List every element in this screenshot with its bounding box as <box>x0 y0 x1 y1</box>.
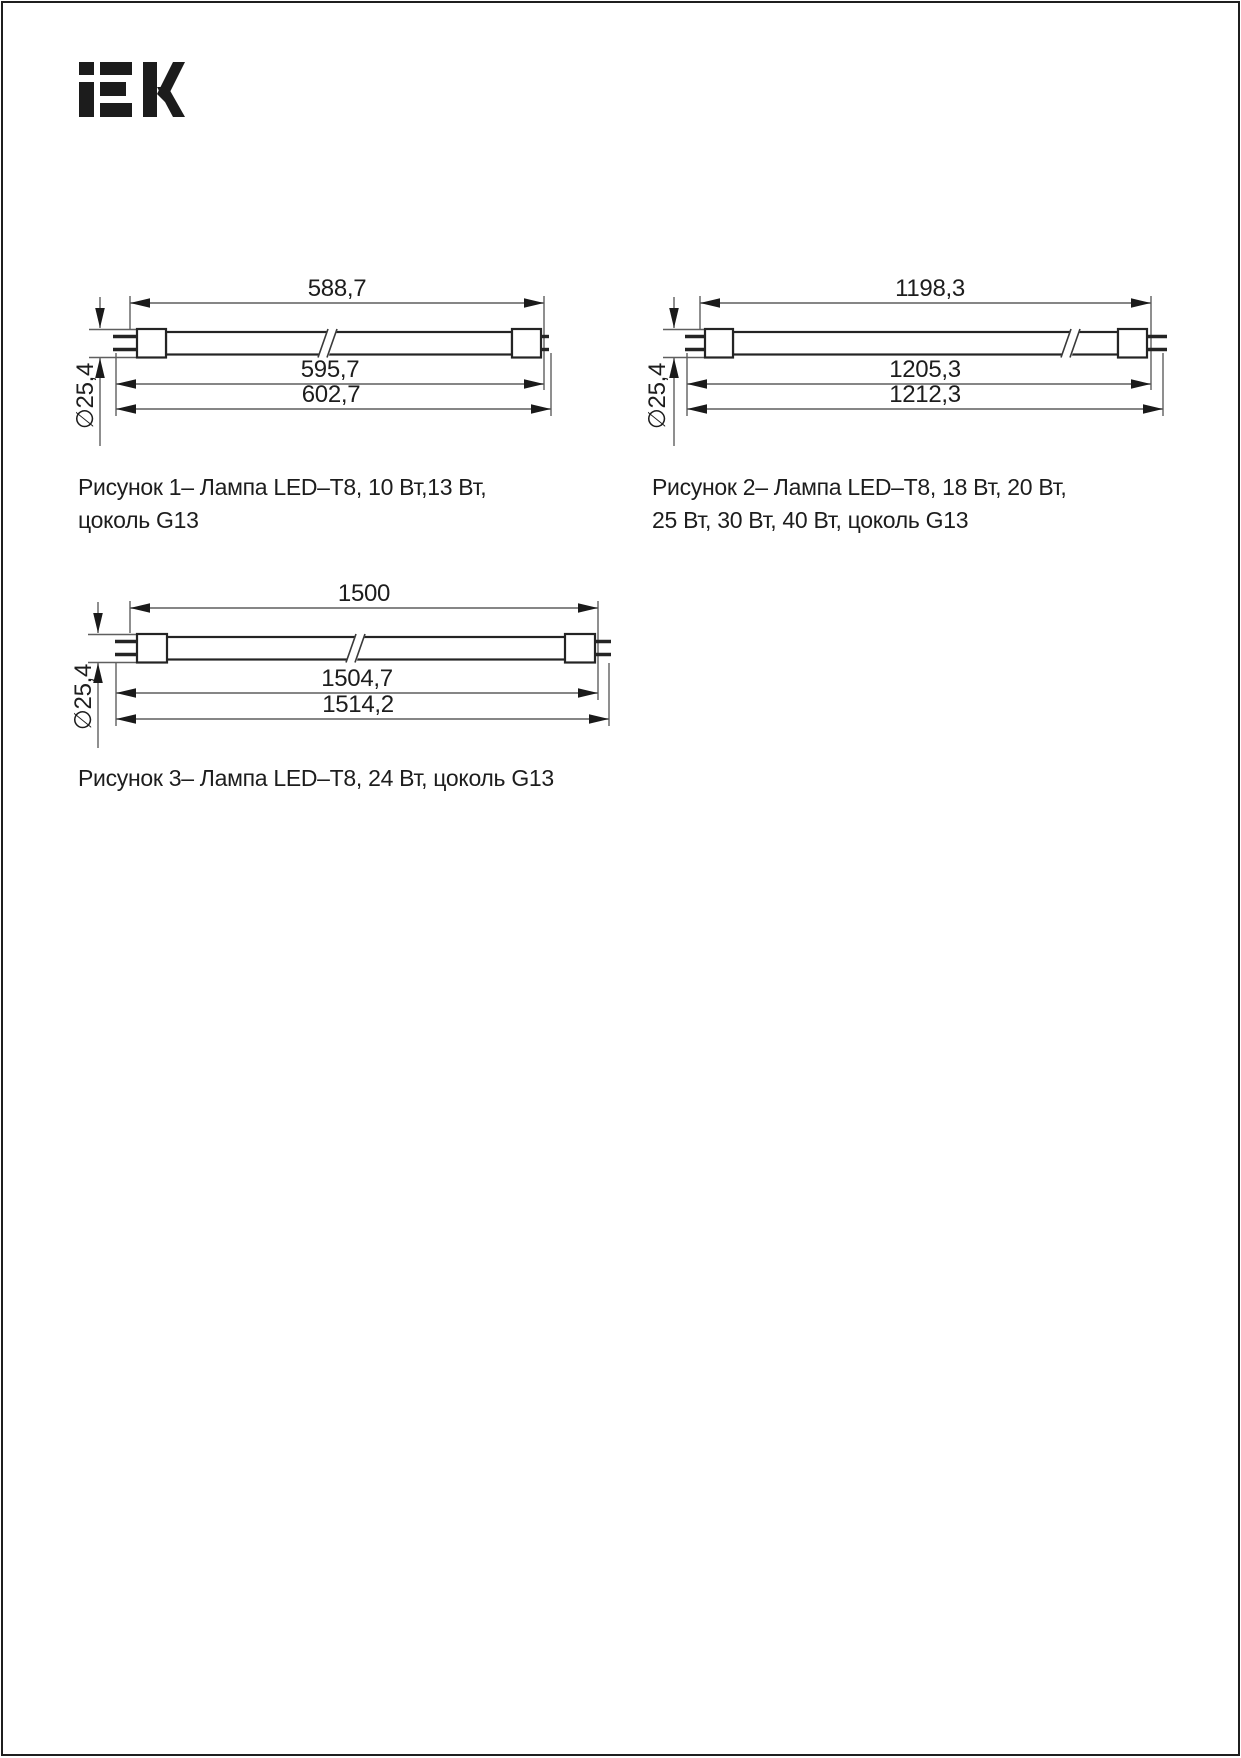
figure-2-dim-with-pins: 1205,3 <box>889 356 961 383</box>
figure-3-dim-with-pins: 1504,7 <box>321 665 393 692</box>
figure-3-caption-line1: Рисунок 3– Лампа LED–T8, 24 Вт, цоколь G13 <box>78 765 554 791</box>
figure-1-right-cap <box>512 329 541 358</box>
figure-3-tube <box>166 637 566 660</box>
figure-2-lamp <box>685 328 1167 359</box>
figure-1-drawing <box>72 275 551 446</box>
figure-1-dim-tube-length: 588,7 <box>307 275 367 302</box>
figure-2-drawing <box>644 275 1167 446</box>
figure-1-caption-line1: Рисунок 1– Лампа LED–T8, 10 Вт,13 Вт, <box>78 474 487 500</box>
figure-2-caption-line1: Рисунок 2– Лампа LED–T8, 18 Вт, 20 Вт, <box>652 474 1067 500</box>
figure-1-diameter-label: ∅25,4 <box>72 362 99 430</box>
figure-3-dim-tube-length: 1500 <box>337 580 391 607</box>
figure-2-caption <box>652 471 1066 537</box>
figure-3-drawing <box>70 580 611 748</box>
figure-1-lamp <box>113 328 549 359</box>
figure-2-tube <box>733 332 1118 355</box>
figure-2-diameter-label: ∅25,4 <box>644 362 671 430</box>
figure-3-caption <box>78 762 554 795</box>
figure-3-right-cap <box>565 634 595 663</box>
figure-2-dim-overall: 1212,3 <box>889 381 961 408</box>
figure-1-caption <box>78 471 486 537</box>
figure-2-left-cap <box>705 329 733 358</box>
figure-2-right-cap <box>1118 329 1147 358</box>
figure-1-caption-line2: цоколь G13 <box>78 507 199 533</box>
figure-2-dim-tube-length: 1198,3 <box>895 275 965 302</box>
figure-2-caption-line2: 25 Вт, 30 Вт, 40 Вт, цоколь G13 <box>652 507 969 533</box>
figure-3-diameter-label: ∅25,4 <box>70 663 97 731</box>
figure-1-left-cap <box>137 329 166 358</box>
figure-3-dim-overall: 1514,2 <box>322 691 394 718</box>
figure-1-dim-with-pins: 595,7 <box>300 356 360 383</box>
figure-3-lamp <box>115 633 611 664</box>
figure-1-dim-overall: 602,7 <box>301 381 361 408</box>
figure-1-tube <box>166 332 512 355</box>
figure-3-left-cap <box>137 634 167 663</box>
